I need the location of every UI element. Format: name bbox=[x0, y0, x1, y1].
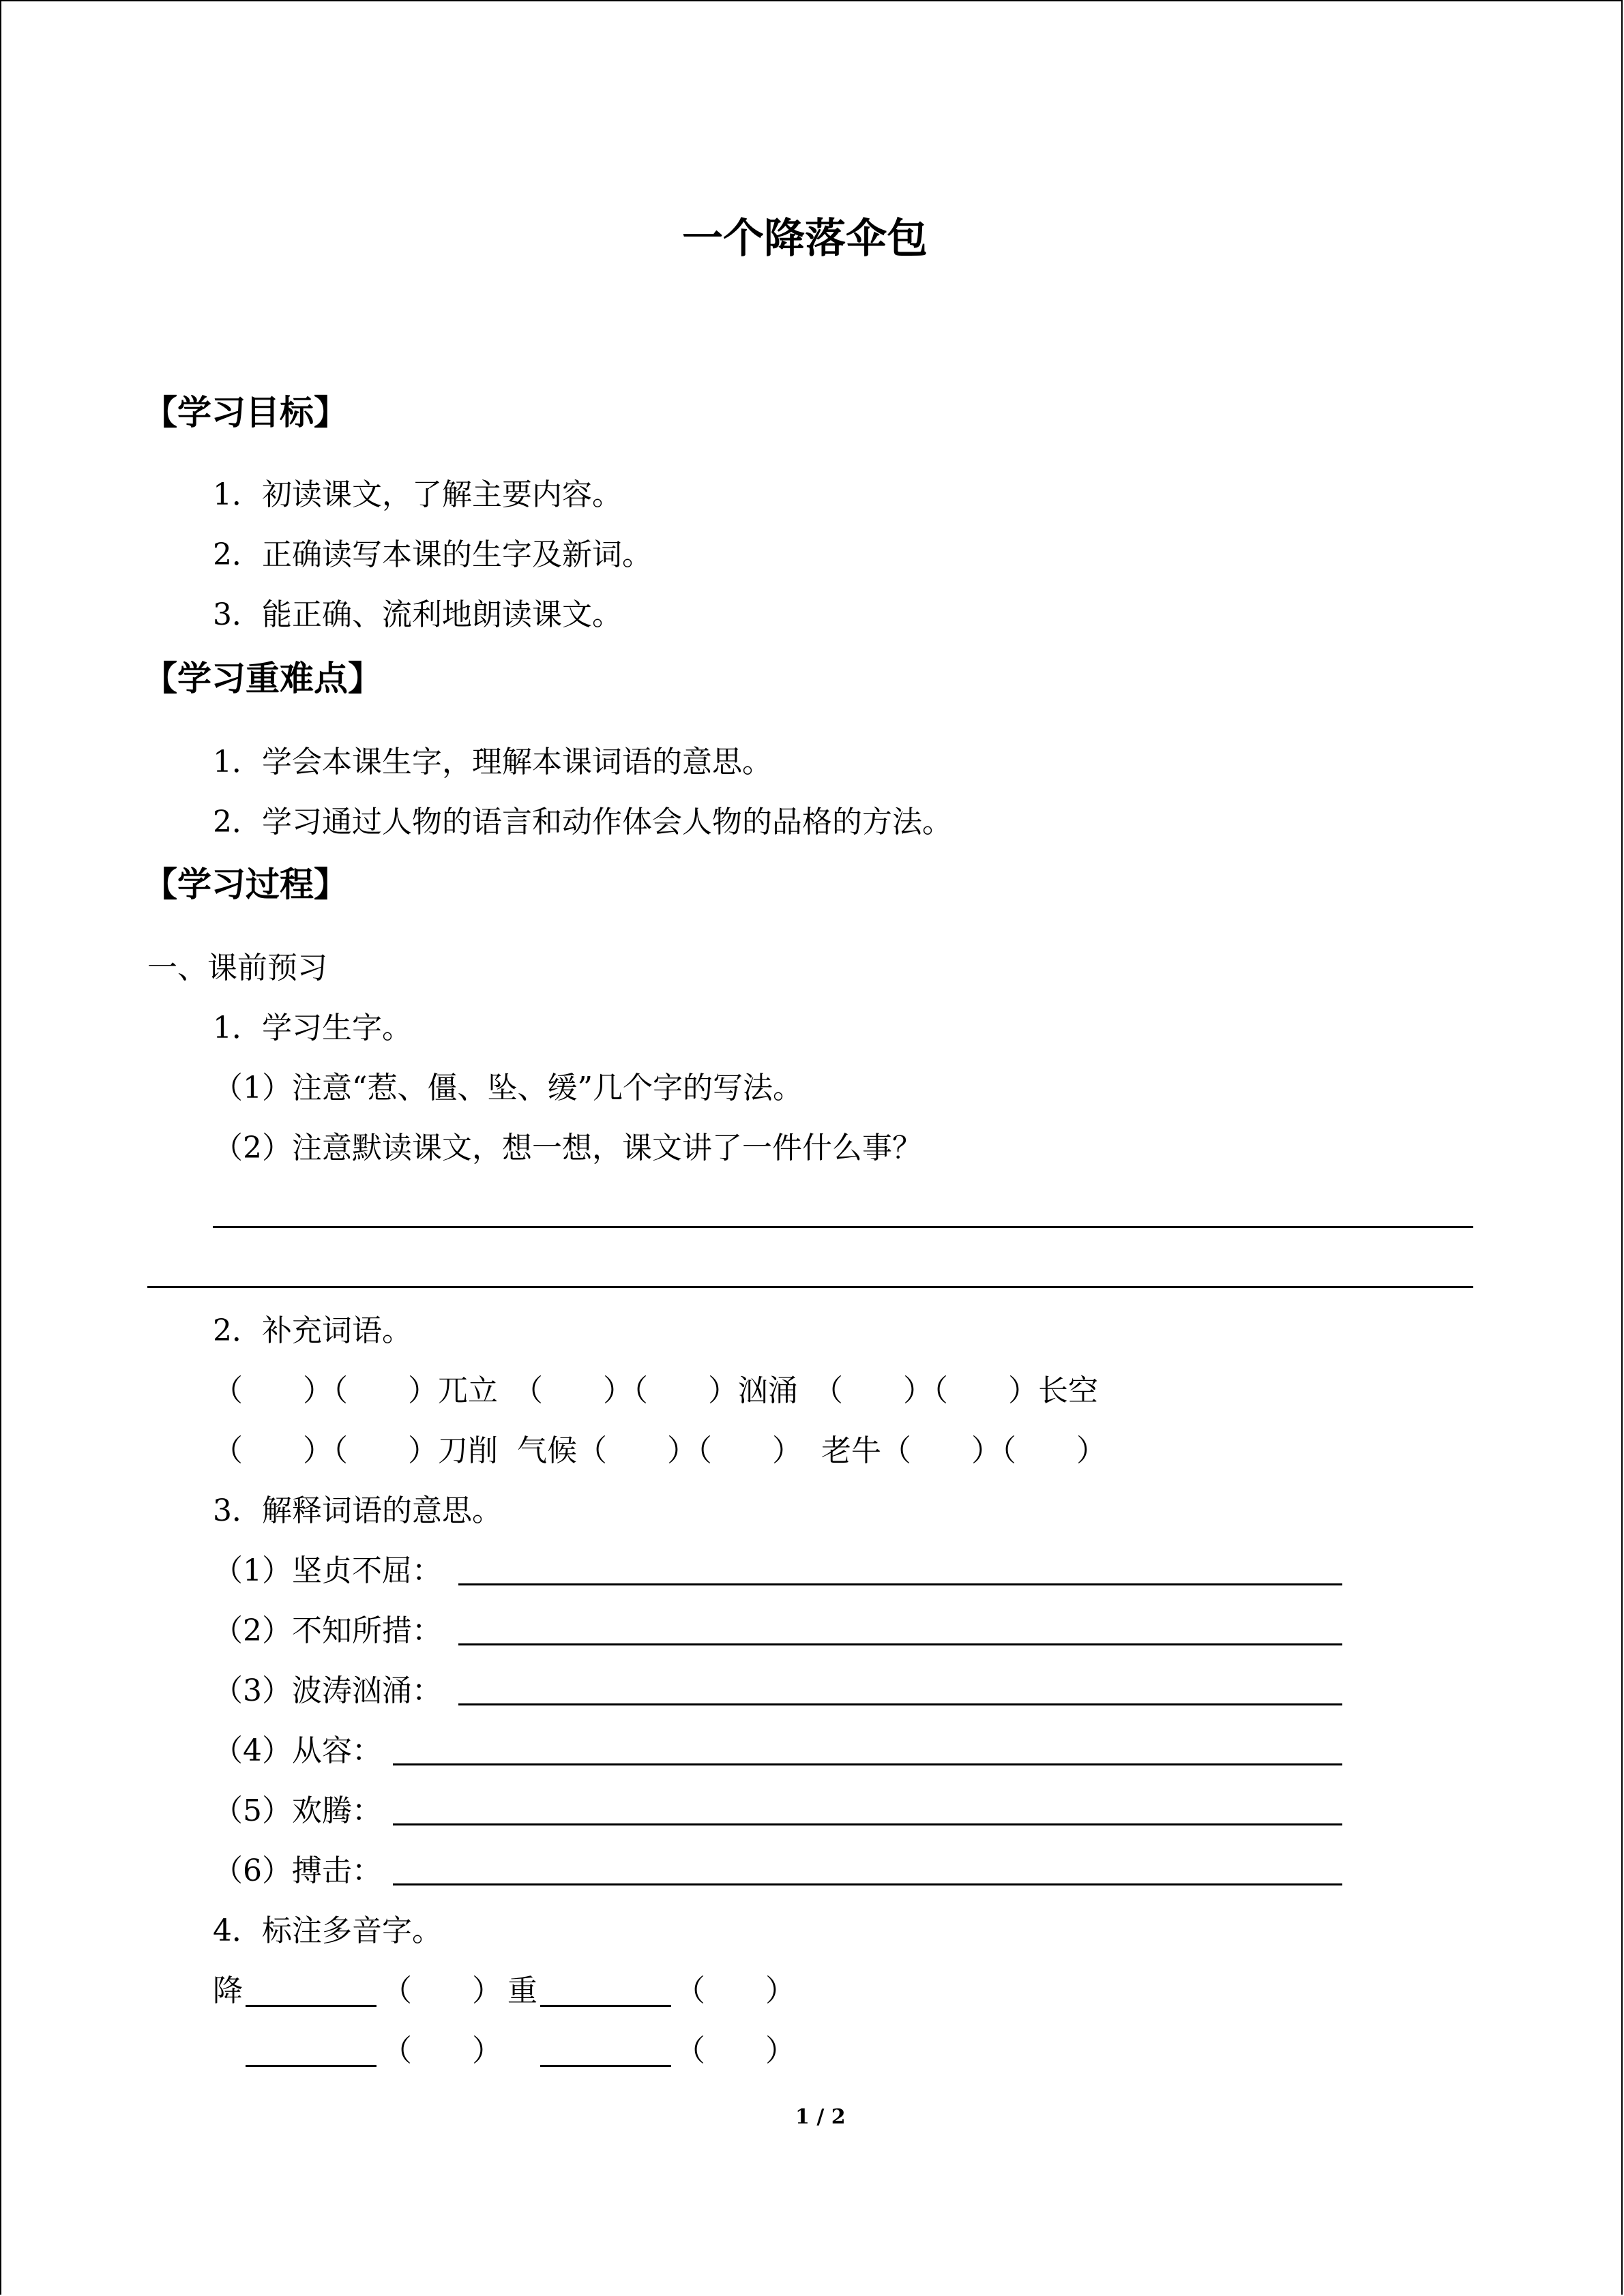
answer-line[interactable] bbox=[458, 1583, 1342, 1585]
answer-line[interactable] bbox=[393, 1763, 1342, 1765]
page-number: 1 / 2 bbox=[795, 2105, 846, 2129]
goal-item: 3．能正确、流利地朗读课文。 bbox=[213, 597, 622, 632]
key-point-item: 1．学会本课生字，理解本课词语的意思。 bbox=[213, 745, 772, 779]
answer-line[interactable] bbox=[393, 1883, 1342, 1885]
q4-title: 4．标注多音字。 bbox=[213, 1913, 442, 1948]
q3-item: （3）波涛汹涌： bbox=[213, 1673, 442, 1708]
key-points-heading: 【学习重难点】 bbox=[143, 659, 382, 698]
answer-line[interactable] bbox=[147, 1286, 1473, 1288]
q1-sub1: （1）注意“惹、僵、坠、缓”几个字的写法。 bbox=[213, 1071, 803, 1105]
q2-row2: （ ）（ ）刀削 气候（ ）（ ） 老牛（ ）（ ） bbox=[213, 1433, 1106, 1468]
q3-item: （4）从容： bbox=[213, 1733, 382, 1768]
part1-heading: 一、课前预习 bbox=[147, 951, 327, 985]
q1-title: 1．学习生字。 bbox=[213, 1011, 412, 1045]
goal-item: 1．初读课文，了解主要内容。 bbox=[213, 477, 622, 512]
pinyin-blank[interactable] bbox=[246, 2005, 377, 2007]
goals-heading: 【学习目标】 bbox=[143, 393, 348, 432]
q3-item: （1）坚贞不屈： bbox=[213, 1553, 442, 1588]
key-point-item: 2．学习通过人物的语言和动作体会人物的品格的方法。 bbox=[213, 805, 952, 839]
q2-row1: （ ）（ ）兀立 （ ）（ ）汹涌 （ ）（ ）长空 bbox=[213, 1373, 1098, 1408]
paren-blank[interactable]: （ ） bbox=[675, 2033, 795, 2068]
q3-title: 3．解释词语的意思。 bbox=[213, 1493, 502, 1528]
process-heading: 【学习过程】 bbox=[143, 865, 348, 904]
q1-sub2: （2）注意默读课文，想一想，课文讲了一件什么事？ bbox=[213, 1131, 922, 1165]
answer-line[interactable] bbox=[393, 1823, 1342, 1825]
answer-line[interactable] bbox=[458, 1703, 1342, 1705]
paren-blank[interactable]: （ ） bbox=[382, 1973, 502, 2008]
q3-item: （6）搏击： bbox=[213, 1853, 382, 1888]
polyphone-char: 降 bbox=[213, 1973, 243, 2008]
pinyin-blank[interactable] bbox=[540, 2065, 671, 2067]
answer-line[interactable] bbox=[213, 1226, 1473, 1228]
q2-title: 2．补充词语。 bbox=[213, 1313, 412, 1348]
polyphone-char: 重 bbox=[507, 1973, 537, 2008]
goal-item: 2．正确读写本课的生字及新词。 bbox=[213, 537, 652, 572]
paren-blank[interactable]: （ ） bbox=[382, 2033, 502, 2068]
pinyin-blank[interactable] bbox=[246, 2065, 377, 2067]
q3-item: （2）不知所措： bbox=[213, 1613, 442, 1648]
answer-line[interactable] bbox=[458, 1643, 1342, 1645]
pinyin-blank[interactable] bbox=[540, 2005, 671, 2007]
page-title: 一个降落伞包 bbox=[682, 215, 928, 263]
paren-blank[interactable]: （ ） bbox=[675, 1973, 795, 2008]
q3-item: （5）欢腾： bbox=[213, 1793, 382, 1828]
